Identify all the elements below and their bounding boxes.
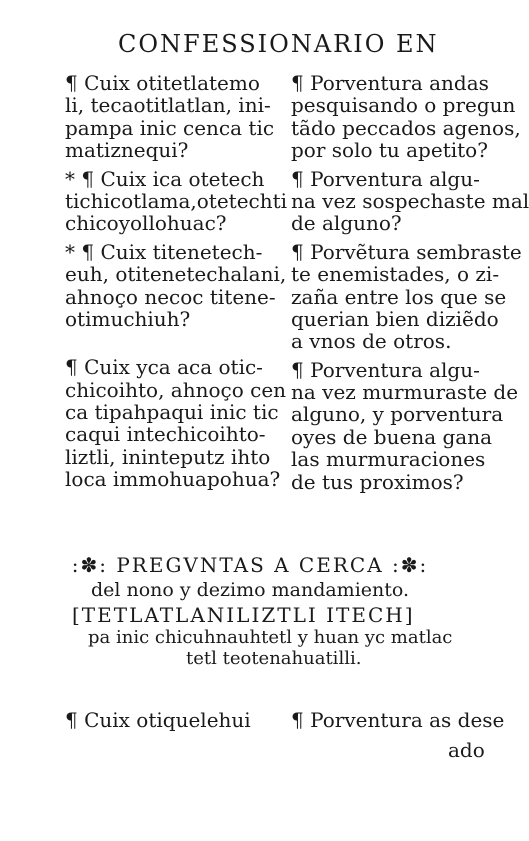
text-line: ahnoço necoc titene- <box>65 284 276 309</box>
paragraph-1 <box>65 72 283 162</box>
text-line: de alguno? <box>291 211 402 236</box>
text-line: na vez sospechaste mal <box>291 188 529 213</box>
text-line: li, tecaotitlatlan, ini- <box>65 93 271 118</box>
paragraph-2 <box>291 166 529 236</box>
text-line: * ¶ Cuix titenetech- <box>65 239 263 264</box>
text-line: de tus proximos? <box>291 469 464 494</box>
paragraph-2 <box>65 166 288 236</box>
bottom-right-line: ¶ Porventura as dese <box>291 708 505 732</box>
text-line: chicoyollohuac? <box>65 211 227 236</box>
text-line: otimuchiuh? <box>65 306 191 331</box>
text-line: ¶ Porventura algu- <box>291 166 480 191</box>
section-title: :✽: PREGVNTAS A CERCA :✽: <box>71 553 429 577</box>
text-line: pesquisando o pregun <box>291 93 516 118</box>
text-line: tãdo peccados agenos, <box>291 115 521 140</box>
text-line: ¶ Porvẽtura sembraste <box>291 239 522 264</box>
section-heading-block <box>0 553 500 669</box>
text-line: na vez murmuraste de <box>291 380 519 405</box>
text-line: querian bien diziẽdo <box>291 306 499 331</box>
nahuatl-title-line-1: pa inic chicuhnauhtetl y huan yc matlac <box>88 627 453 648</box>
text-line: loca immohuapohua? <box>65 467 281 492</box>
text-line: por solo tu apetito? <box>291 138 488 163</box>
nahuatl-title-line-2: tetl teotenahuatilli. <box>186 648 362 669</box>
section-subtitle: del nono y dezimo mandamiento. <box>90 579 410 601</box>
text-line: ¶ Porventura andas <box>291 71 489 95</box>
text-line: caqui intechicoihto- <box>65 422 266 447</box>
catchword: ado <box>448 738 485 762</box>
text-line: chicoihto, ahnoço cen <box>65 377 287 402</box>
text-line: a vnos de otros. <box>291 329 452 354</box>
text-line: * ¶ Cuix ica otetech <box>65 166 265 191</box>
paragraph-3 <box>65 239 287 331</box>
paragraph-4 <box>291 357 519 494</box>
text-line: ¶ Porventura algu- <box>291 357 480 382</box>
text-line: tichicotlama,otetechti <box>65 188 288 213</box>
text-line: ca tipahpaqui inic tic <box>65 400 279 425</box>
text-line: euh, otitenetechalani, <box>65 262 287 287</box>
paragraph-1 <box>291 71 521 163</box>
text-line: ¶ Cuix yca aca otic- <box>65 355 263 380</box>
text-line: pampa inic cenca tic <box>65 115 275 140</box>
text-line: zaña entre los que se <box>291 284 507 309</box>
text-line: alguno, y porventura <box>291 402 504 427</box>
text-line: liztli, ininteputz ihto <box>65 444 271 469</box>
nahuatl-section-title: [TETLATLANILIZTLI ITECH] <box>72 603 415 627</box>
paragraph-3 <box>291 239 522 354</box>
text-line: oyes de buena gana <box>291 424 493 449</box>
spanish-column <box>291 71 529 499</box>
paragraph-4 <box>65 355 287 492</box>
text-line: te enemistades, o zi- <box>291 262 500 287</box>
text-line: matiznequi? <box>65 138 189 163</box>
nahuatl-column <box>65 71 288 497</box>
bottom-left-line: ¶ Cuix otiquelehui <box>65 708 251 732</box>
text-line: ¶ Cuix otitetlatemo <box>65 71 260 95</box>
running-header: CONFESSIONARIO EN <box>118 30 439 58</box>
text-line: las murmuraciones <box>291 447 486 472</box>
